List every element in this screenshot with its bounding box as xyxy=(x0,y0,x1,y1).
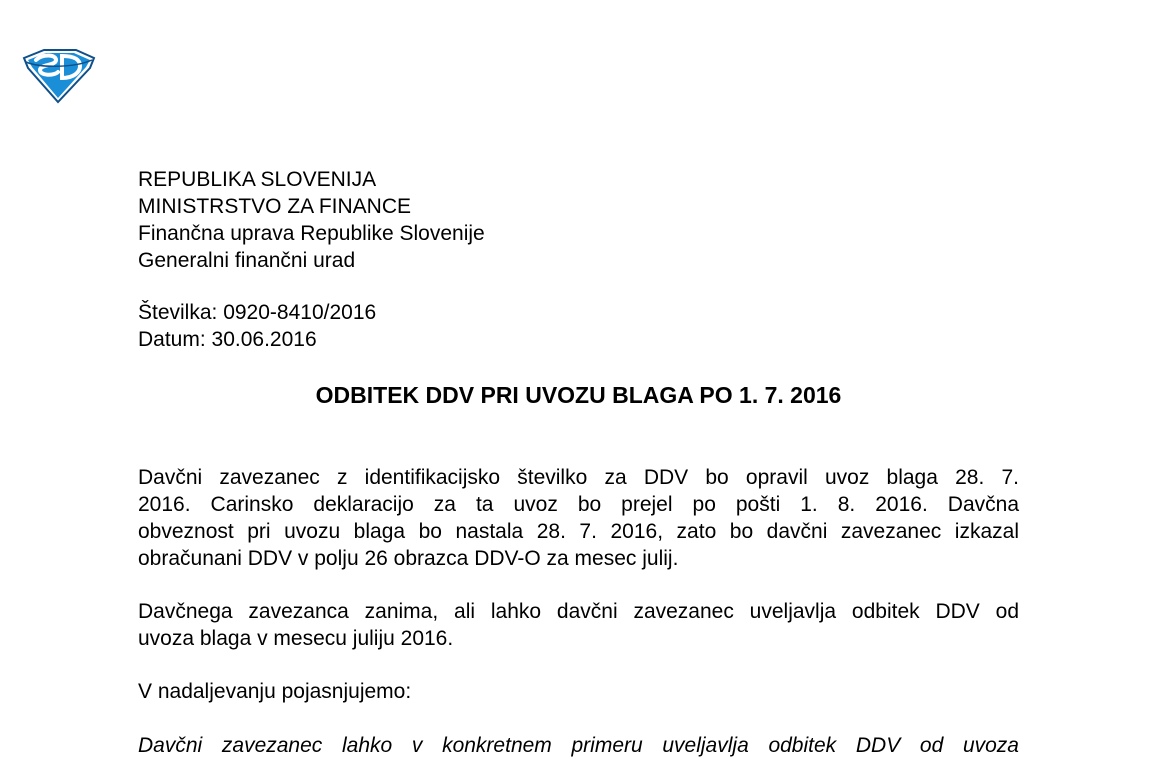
paragraph-line: V nadaljevanju pojasnjujemo: xyxy=(138,680,412,703)
paragraph-line: Davčnega zavezanca zanima, ali lahko davčni zavezanec uveljavlja odbitek DDV od xyxy=(138,600,1019,623)
header-office: Generalni finančni urad xyxy=(138,249,356,272)
paragraph-2 xyxy=(138,598,1019,652)
issuer-header xyxy=(138,166,485,274)
header-ministry: MINISTRSTVO ZA FINANCE xyxy=(138,195,412,218)
paragraph-4 xyxy=(138,732,1019,759)
paragraph-line: uvoza blaga v mesecu juliju 2016. xyxy=(138,627,454,650)
header-administration: Finančna uprava Republike Slovenije xyxy=(138,222,485,245)
header-republic: REPUBLIKA SLOVENIJA xyxy=(138,168,377,191)
reference-number: Številka: 0920-8410/2016 xyxy=(138,301,377,324)
paragraph-line: obračunani DDV v polju 26 obrazca DDV-O za mesec julij. xyxy=(138,547,679,570)
paragraph-1 xyxy=(138,464,1019,572)
paragraph-line: Davčni zavezanec lahko v konkretnem primeru uveljavlja odbitek DDV od uvoza xyxy=(138,734,1019,757)
reference-block xyxy=(138,299,376,353)
paragraph-line: obveznost pri uvozu blaga bo nastala 28. 7. 2016, zato bo davčni zavezanec izkazal xyxy=(138,520,1019,543)
reference-date: Datum: 30.06.2016 xyxy=(138,328,317,351)
paragraph-line: Davčni zavezanec z identifikacijsko številko za DDV bo opravil uvoz blaga 28. 7. xyxy=(138,466,1019,489)
paragraph-line: 2016. Carinsko deklaracijo za ta uvoz bo prejel po pošti 1. 8. 2016. Davčna xyxy=(138,493,1019,516)
paragraph-3 xyxy=(138,678,1019,705)
fu-logo xyxy=(22,48,96,104)
fu-shield-logo-icon xyxy=(22,48,96,104)
document-title: ODBITEK DDV PRI UVOZU BLAGA PO 1. 7. 2016 xyxy=(315,382,842,408)
